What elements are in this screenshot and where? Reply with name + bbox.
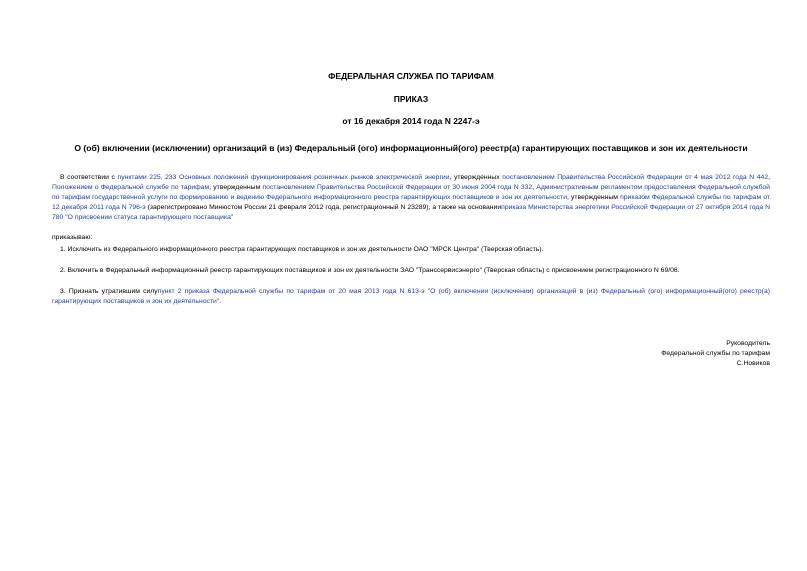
link-fst-order-796[interactable]: приказом Федеральной службы по тарифам от 12 декабря 2011 года N 796-э xyxy=(52,194,770,211)
signature-position: Руководитель xyxy=(726,340,770,347)
link-administrative-regulation[interactable]: Административным регламентом предоставления Федеральной службой по тарифам государственной услуги по формированию и ведению Федерального информационного реестра гарантирующих поставщиков и зон их деятельности xyxy=(52,184,770,201)
order-word: приказываю: xyxy=(52,234,93,241)
preamble-text-6: , утвержденным xyxy=(567,194,621,201)
link-energy-ministry-order-780[interactable]: приказа Министерства энергетики Российской Федерации от 27 октября 2014 года N 780 "О присвоении статуса гарантирующего поставщика" xyxy=(52,204,770,221)
signature-name: С.Новиков xyxy=(736,360,770,367)
link-retail-market-provisions[interactable]: пунктами 225, 233 Основных положений функционирования розничных рынков электрической энергии xyxy=(117,174,450,181)
link-fst-order-613-item-2[interactable]: пункт 2 приказа Федеральной службы по тарифам от 20 мая 2013 года N 613-э "О (об) включении (исключении) организаций в (из) Федеральный (ого) информационный(ого) реестр(а) гарантирующих поставщиков и зон их деятельности" xyxy=(52,288,770,305)
order-item-3-text-2: . xyxy=(219,298,222,305)
signature-organization: Федеральной службы по тарифам xyxy=(661,350,770,357)
preamble-text-5: , xyxy=(532,184,537,191)
document-date-number: от 16 декабря 2014 года N 2247-э xyxy=(342,116,480,126)
preamble-text-7: (зарегистрировано Минюстом России 21 февраля 2012 года, регистрационный N 23289), а также на основании xyxy=(145,204,502,211)
link-government-decree-332[interactable]: постановлением Правительства Российской Федерации от 30 июня 2004 года N 332 xyxy=(262,184,533,191)
preamble-text-3: , xyxy=(768,174,771,181)
order-item-3 xyxy=(52,287,770,307)
preamble-text-1: В соответствии с xyxy=(60,174,118,181)
link-government-decree-442[interactable]: постановлением Правительства Российской Федерации от 4 мая 2012 года N 442 xyxy=(502,174,769,181)
document-type: ПРИКАЗ xyxy=(393,94,429,104)
preamble-text-2: , утвержденных xyxy=(449,174,503,181)
document-title: О (об) включении (исключении) организаций в (из) Федеральный (ого) информационный(ого) реестр(а) гарантирующих поставщиков и зон их деятельности xyxy=(74,143,748,153)
preamble-text-4: , утвержденным xyxy=(209,184,263,191)
link-fst-regulation[interactable]: Положением о Федеральной службе по тарифам xyxy=(52,184,210,191)
order-item-1: 1. Исключить из Федерального информационного реестра гарантирующих поставщиков и зон их деятельности ОАО "МРСК Центра" (Тверская область). xyxy=(60,246,544,253)
document-page xyxy=(52,0,770,571)
order-item-2: 2. Включить в Федеральный информационный реестр гарантирующих поставщиков и зон их деятельности ЗАО "Транссервисэнерго" (Тверская область) с присвоением регистрационного N 69/06. xyxy=(60,267,680,274)
order-item-3-text-1: 3. Признать утратившим силу xyxy=(60,288,158,295)
preamble-paragraph xyxy=(52,173,770,223)
agency-name: ФЕДЕРАЛЬНАЯ СЛУЖБА ПО ТАРИФАМ xyxy=(328,71,494,81)
